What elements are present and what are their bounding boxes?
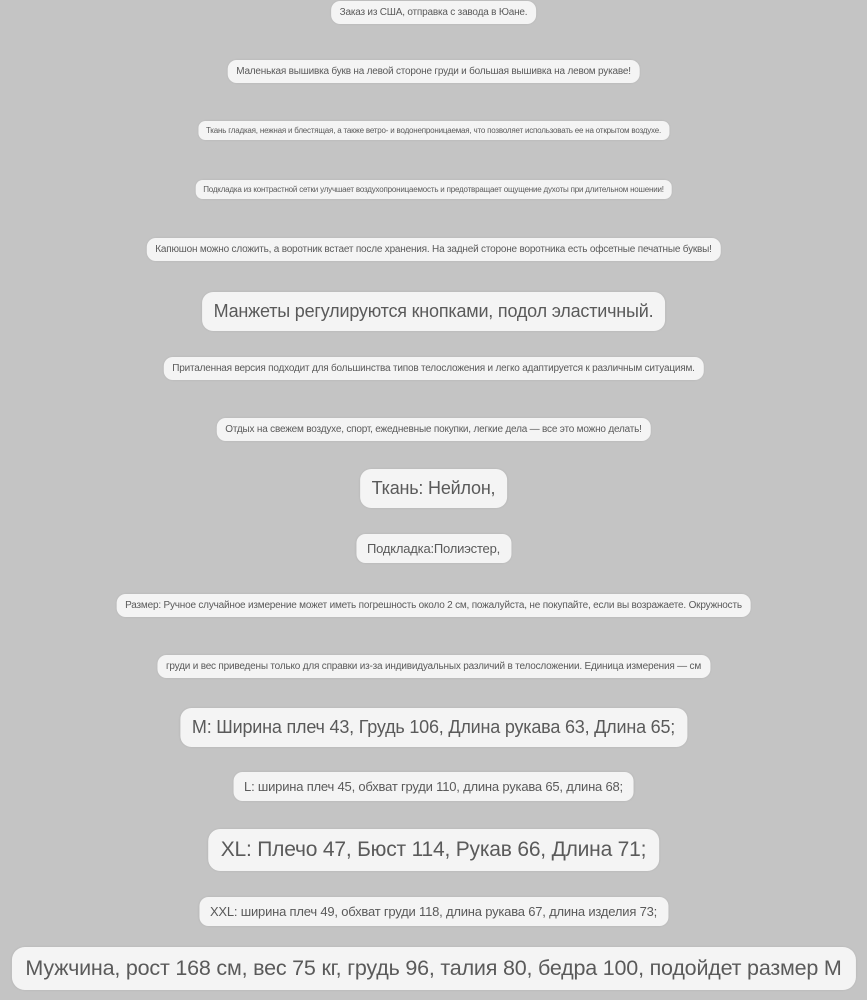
text-line-fabric: Ткань: Нейлон, — [360, 469, 508, 508]
text-line-lining: Подкладка:Полиэстер, — [356, 534, 511, 563]
size-line-xl: XL: Плечо 47, Бюст 114, Рукав 66, Длина 71; — [208, 829, 660, 871]
text-line-embroidery: Маленькая вышивка букв на левой стороне груди и большая вышивка на левом рукаве! — [227, 60, 640, 83]
text-line-size-note-1: Размер: Ручное случайное измерение может иметь погрешность около 2 см, пожалуйста, не покупайте, если вы возражаете. Окружность — [116, 594, 751, 617]
text-line-origin: Заказ из США, отправка с завода в Юане. — [331, 1, 537, 24]
text-line-lining-mesh: Подкладка из контрастной сетки улучшает воздухопроницаемость и предотвращает ощущение духоты при длительном ношении! — [195, 180, 672, 199]
size-line-m: M: Ширина плеч 43, Грудь 106, Длина рукава 63, Длина 65; — [180, 708, 687, 747]
text-line-fabric-props: Ткань гладкая, нежная и блестящая, а также ветро- и водонепроницаемая, что позволяет использовать ее на открытом воздухе. — [198, 121, 669, 140]
text-line-fit: Приталенная версия подходит для большинства типов телосложения и легко адаптируется к различным ситуациям. — [163, 357, 703, 380]
text-line-hood: Капюшон можно сложить, а воротник встает после хранения. На задней стороне воротника есть офсетные печатные буквы! — [146, 238, 720, 261]
size-line-l: L: ширина плеч 45, обхват груди 110, длина рукава 65, длина 68; — [233, 772, 634, 801]
text-line-size-note-2: груди и вес приведены только для справки из-за индивидуальных различий в телосложении. Единица измерения — см — [157, 655, 710, 678]
model-reference-line: Мужчина, рост 168 см, вес 75 кг, грудь 96, талия 80, бедра 100, подойдет размер M — [11, 947, 855, 990]
size-line-xxl: XXL: ширина плеч 49, обхват груди 118, длина рукава 67, длина изделия 73; — [199, 897, 668, 926]
text-line-cuffs: Манжеты регулируются кнопками, подол эластичный. — [202, 292, 666, 331]
text-line-usage: Отдых на свежем воздухе, спорт, ежедневные покупки, легкие дела — все это можно делать! — [216, 418, 650, 441]
